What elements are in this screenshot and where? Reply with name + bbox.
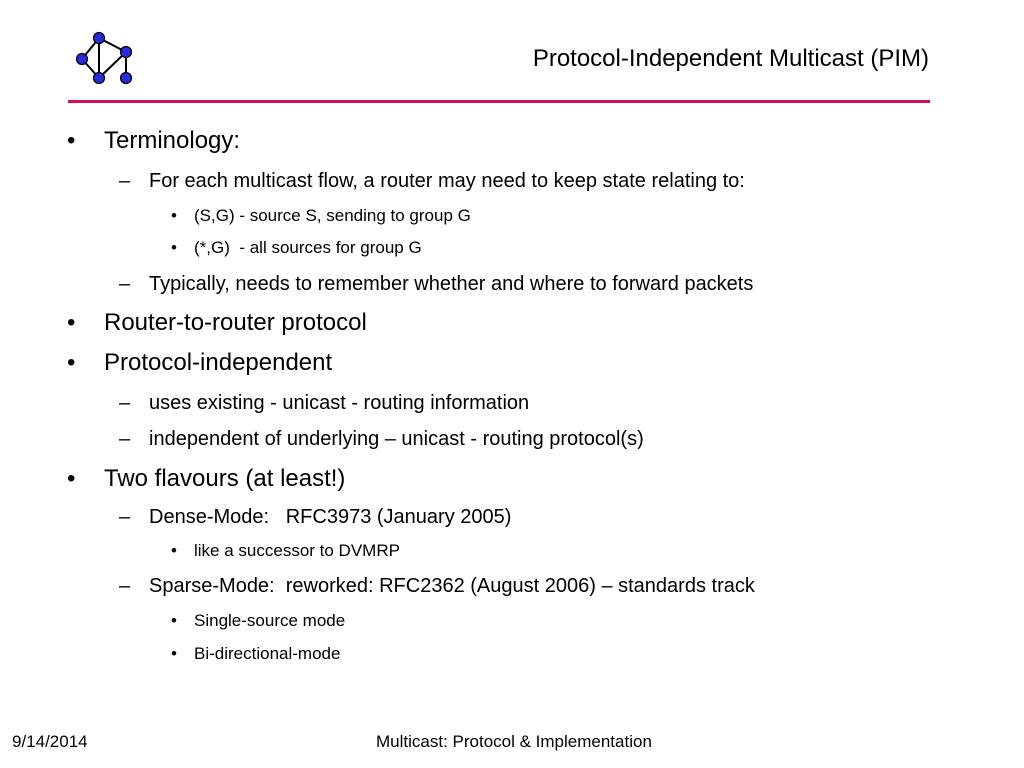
bullet-text: Dense-Mode: RFC3973 (January 2005) [149,506,512,528]
bullet-marker: • [171,611,177,630]
bullet-marker: – [119,575,131,597]
footer-date: 9/14/2014 [12,732,88,751]
bullet-item [171,610,346,632]
bullet-item [67,126,241,156]
bullet-marker: – [119,506,131,528]
bullet-item [67,308,367,338]
network-graph-icon [70,28,140,90]
bullet-item [67,348,333,378]
bullet-item [119,504,512,530]
bullet-marker: – [119,273,131,295]
bullet-marker: • [67,349,76,376]
bullet-text: Bi-directional-mode [194,644,341,663]
bullet-text: Router-to-router protocol [104,309,367,336]
bullet-text: Sparse-Mode: reworked: RFC2362 (August 2006) – standards track [149,575,755,597]
bullet-item [119,168,745,194]
bullet-item [171,205,471,227]
bullet-item [119,573,755,599]
bullet-marker: • [67,465,76,492]
bullet-item [171,237,422,259]
bullet-marker: • [171,206,177,225]
bullet-marker: – [119,170,131,192]
title-rule [68,100,930,103]
bullet-text: (S,G) - source S, sending to group G [194,206,471,225]
bullet-text: Single-source mode [194,611,346,630]
bullet-marker: • [171,644,177,663]
bullet-text: Terminology: [104,127,241,154]
bullet-item [119,271,754,297]
slide-title: Protocol-Independent Multicast (PIM) [532,45,929,72]
bullet-text: (*,G) - all sources for group G [194,238,422,257]
bullet-marker: • [171,238,177,257]
bullet-marker: • [171,541,177,560]
bullet-text: independent of underlying – unicast - routing protocol(s) [149,428,644,450]
bullet-text: like a successor to DVMRP [194,541,400,560]
bullet-marker: • [67,309,76,336]
footer-title: Multicast: Protocol & Implementation [376,732,652,751]
bullet-item [119,426,644,452]
bullet-text: Typically, needs to remember whether and where to forward packets [149,273,754,295]
bullet-marker: – [119,428,131,450]
bullet-item [171,540,400,562]
bullet-item [171,643,341,665]
bullet-marker: – [119,392,131,414]
bullet-text: For each multicast flow, a router may need to keep state relating to: [149,170,745,192]
bullet-text: uses existing - unicast - routing information [149,392,530,414]
bullet-marker: • [67,127,76,154]
bullet-text: Protocol-independent [104,349,333,376]
bullet-item [67,464,346,494]
bullet-text: Two flavours (at least!) [104,465,346,492]
bullet-item [119,390,530,416]
